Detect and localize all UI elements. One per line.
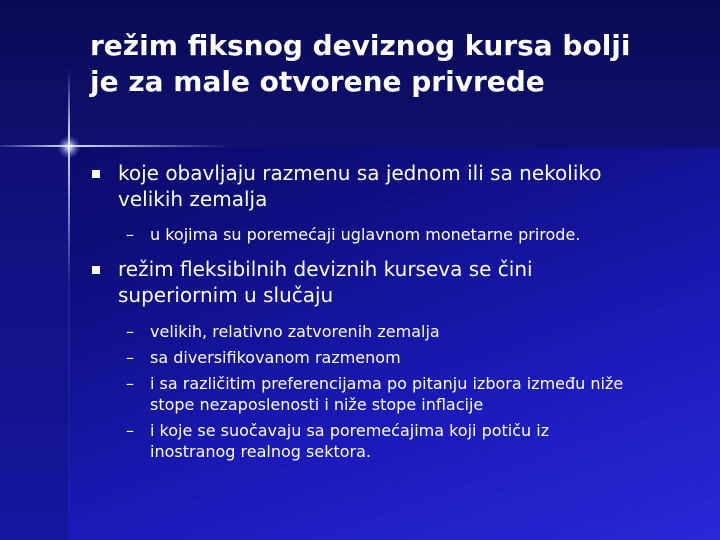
slide-title-line-1: režim fiksnog deviznog kursa bolji — [90, 29, 631, 62]
bullet-item-1 — [88, 160, 688, 212]
sub-bullet-text-line: u kojima su poremećaji uglavnom monetarne prirode. — [150, 225, 581, 244]
sub-bullet-text-line: i sa različitim preferencijama po pitanju izbora između niže — [150, 374, 624, 393]
sub-bullet-item — [88, 420, 688, 462]
bullet-text-line: velikih zemalja — [118, 187, 268, 211]
sub-bullet-item — [88, 373, 688, 415]
decorative-horizontal-line — [0, 145, 230, 147]
square-bullet-icon — [92, 266, 100, 274]
left-band — [0, 148, 68, 540]
slide-title-line-2: je za male otvorene privrede — [90, 65, 545, 98]
dash-bullet-icon: – — [126, 421, 134, 440]
sub-bullet-text-line: inostranog realnog sektora. — [150, 442, 372, 461]
sub-bullet-text-line: i koje se suočavaju sa poremećajima koji potiču iz — [150, 421, 550, 440]
sub-bullet-item — [88, 347, 688, 368]
sub-bullet-item — [88, 224, 688, 245]
dash-bullet-icon: – — [126, 374, 134, 393]
dash-bullet-icon: – — [126, 225, 134, 244]
sub-bullet-text-line: sa diversifikovanom razmenom — [150, 348, 401, 367]
sub-bullet-item — [88, 321, 688, 342]
sub-bullet-text-line: stope nezaposlenosti i niže stope inflacije — [150, 395, 484, 414]
dash-bullet-icon: – — [126, 348, 134, 367]
bullet-item-2 — [88, 256, 688, 308]
slide-title — [90, 28, 700, 100]
dash-bullet-icon: – — [126, 322, 134, 341]
sub-bullet-text-line: velikih, relativno zatvorenih zemalja — [150, 322, 440, 341]
square-bullet-icon — [92, 170, 100, 178]
bullet-text-line: režim fleksibilnih deviznih kurseva se čini — [118, 257, 533, 281]
decorative-star-glow — [58, 136, 80, 158]
bullet-text-line: superiornim u slučaju — [118, 283, 334, 307]
bullet-text-line: koje obavljaju razmenu sa jednom ili sa nekoliko — [118, 161, 602, 185]
slide-content — [88, 160, 688, 462]
